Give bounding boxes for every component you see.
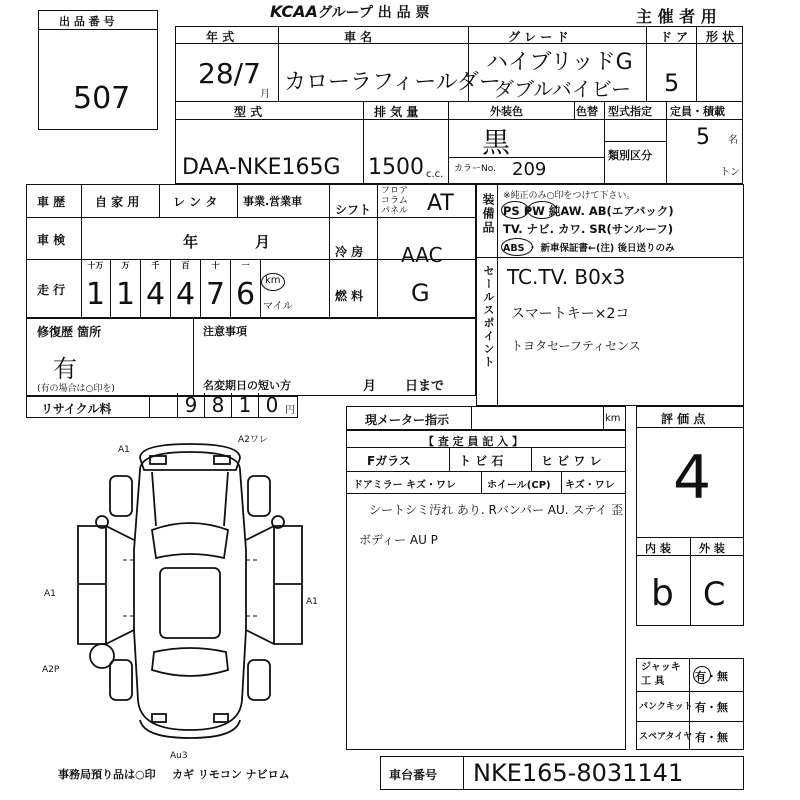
recycle-unit: 円 [285, 405, 295, 416]
recycle-digit: 8 [204, 393, 231, 417]
color-value: 黒 [482, 126, 511, 159]
exterior-color-label: 外装色 [490, 105, 523, 118]
color-no-value: 209 [512, 159, 547, 180]
fglass-label: Fガラス [367, 454, 411, 468]
mark-rear: Au3 [170, 751, 188, 761]
car-diagram [42, 430, 320, 761]
repair-block [26, 318, 476, 396]
vehicle-block [175, 26, 743, 184]
month-unit: 月 [260, 89, 270, 100]
mark-front-left: A1 [118, 445, 130, 455]
mileage-digit-cell [201, 259, 231, 317]
recycle-digit: 1 [231, 393, 258, 417]
capacity-label: 定員・積載 [670, 105, 725, 118]
mileage-digit-unit: 百 [181, 261, 190, 270]
organizer-label: 主 催 者 用 [636, 7, 717, 26]
remark-line1: シートシミ汚れ あり. Rバンパー AU. ステイ 歪 [369, 503, 624, 517]
grade-line2: ダブルバイビー [494, 77, 631, 101]
mark-left-side: A1 [44, 589, 56, 599]
abs-circle [501, 238, 533, 256]
shift-column: コラム [381, 196, 408, 206]
interior-label: 内 装 [645, 542, 671, 555]
chassis-number: NKE165-8031141 [473, 759, 684, 787]
recycle-label: リサイクル料 [41, 402, 112, 416]
evaluation-block [636, 406, 744, 626]
fuel-label: 燃 料 [335, 289, 364, 303]
history-block [26, 184, 476, 318]
mileage-digit-unit: 千 [151, 261, 160, 270]
meter-block [346, 406, 626, 430]
equipment-note: ※純正のみ○印をつけて下さい。 [503, 191, 636, 201]
fuel-value: G [411, 279, 430, 307]
equipment-label: 装備品 [481, 193, 495, 235]
mileage-digit-cell [111, 259, 141, 317]
office-items-label: 事務局預り品は○印 [58, 768, 156, 781]
office-items: カギ リモコン ナビロム [172, 768, 290, 781]
notes-label: 注意事項 [203, 325, 247, 338]
jack-label: ジャッキ工 具 [641, 662, 681, 687]
puncture-label: パンクキット [639, 702, 693, 712]
inspection-month: 月 [255, 233, 271, 251]
chassis-block [380, 756, 744, 790]
inspection-year: 年 [183, 233, 199, 251]
remark-line2: ボディー AU P [359, 533, 438, 547]
crack-label: ヒ ビ ワ レ [541, 454, 602, 468]
pw-circle [527, 201, 557, 219]
history-label: 車 歴 [37, 195, 66, 209]
deadline-month: 月 [363, 379, 377, 394]
equipment-line2: TV. ナビ. カワ. SR(サンルーフ) [503, 222, 674, 236]
equipment-line3: ABS ・ 新車保証書←(注) 後日送りのみ [503, 243, 675, 254]
body-label: 形 状 [706, 30, 735, 44]
jack-yes-circle [693, 666, 711, 684]
ps-circle [501, 201, 529, 219]
wheel-scratch-label: キズ・ワレ [565, 480, 615, 491]
evaluation-label: 評 価 点 [661, 412, 706, 426]
mileage-digit: 6 [235, 277, 256, 312]
recycle-digit: 0 [258, 393, 285, 417]
mile-label: マイル [263, 301, 293, 312]
mileage-label: 走 行 [37, 283, 66, 297]
spare-value: 有・無 [695, 731, 728, 744]
ac-label: 冷 房 [335, 245, 364, 259]
puncture-value: 有・無 [695, 701, 728, 714]
sales-point-1: TC.TV. B0x3 [507, 265, 626, 289]
type-label: 型 式 [234, 105, 263, 119]
type-designation-label: 型式指定 [608, 105, 652, 118]
mirror-label: ドアミラー キズ・ワレ [353, 480, 456, 491]
mileage-digit: 4 [145, 277, 166, 312]
chip-label: ト ビ 石 [459, 454, 504, 468]
mileage-digits [81, 259, 261, 317]
inspector-block [346, 430, 626, 750]
mileage-digit-cell [141, 259, 171, 317]
lot-number-box [38, 10, 158, 130]
sales-point-2: スマートキー×2コ [511, 306, 630, 322]
mark-front-right: A2ワレ [238, 435, 268, 445]
recycle-block [26, 393, 298, 418]
km-label: km [265, 275, 281, 286]
business-use-label: 事業.営業車 [243, 195, 303, 208]
classification-label: 類別区分 [608, 149, 652, 162]
chassis-label: 車台番号 [389, 768, 438, 782]
spare-label: スペアタイヤ [639, 732, 693, 742]
mileage-digit-unit: 一 [241, 261, 250, 270]
deadline-label: 名変期日の短い方 [203, 379, 291, 392]
meter-label: 現メーター指示 [365, 413, 450, 427]
mileage-digit: 1 [115, 277, 136, 312]
meter-unit: km [605, 413, 621, 424]
repair-note: (有の場合は○印を) [37, 384, 115, 394]
mileage-digit-unit: 十 [211, 261, 220, 270]
capacity-unit: 名 [728, 135, 738, 146]
interior-grade: b [651, 573, 674, 614]
rental-label: レ ン タ [173, 195, 218, 209]
ac-value: AAC [401, 243, 443, 267]
shift-value: AT [427, 191, 454, 216]
shift-options [381, 186, 425, 216]
exterior-grade: C [703, 575, 726, 613]
mark-left-rear: A2P [42, 665, 60, 675]
km-circle [261, 273, 285, 291]
doors-label: ド ア [660, 30, 689, 44]
grade-label: グ レ ー ド [508, 30, 569, 44]
mileage-digit-cell [171, 259, 201, 317]
tools-block [636, 658, 744, 750]
shift-panel: パネル [381, 206, 409, 216]
mileage-digit: 4 [175, 277, 196, 312]
jack-value: 有・無 [695, 670, 728, 683]
lot-number: 507 [73, 81, 131, 116]
private-use-label: 自 家 用 [95, 195, 140, 209]
color-change-label: 色替 [576, 105, 598, 118]
mark-right-side: A1 [306, 597, 318, 607]
lot-label: 出 品 番 号 [59, 15, 115, 28]
vehicle-name-value: カローラフィールダー [284, 70, 501, 95]
mileage-digit-unit: 十万 [87, 261, 104, 270]
sales-points-label: セールスポイント [482, 265, 495, 369]
type-value: DAA-NKE165G [182, 155, 341, 180]
mileage-digit-unit: 万 [121, 261, 130, 270]
wheel-label: ホイール(CP) [487, 480, 551, 491]
inspection-label: 車 検 [37, 233, 66, 247]
evaluation-score: 4 [673, 443, 712, 513]
year-value: 28/7 [198, 57, 261, 90]
brand-logo: KCAA [270, 2, 318, 21]
mileage-digit: 1 [85, 277, 106, 312]
repair-value: 有 [53, 355, 77, 383]
doors-value: 5 [664, 69, 680, 97]
recycle-digit: 9 [177, 393, 204, 417]
repair-label: 修復歴 箇所 [37, 325, 102, 339]
equipment-line1: PS PW 純AW. AB(エアバック) [503, 204, 674, 218]
equipment-block [476, 184, 744, 406]
sales-point-3: トヨタセーフティセンス [511, 339, 641, 353]
displacement-value: 1500 [368, 155, 424, 180]
displacement-label: 排 気 量 [374, 105, 419, 119]
shift-label: シフト [335, 203, 372, 217]
shift-floor: フロア [381, 186, 409, 196]
deadline-day: 日まで [405, 379, 445, 394]
capacity-value: 5 [696, 125, 710, 150]
ton-unit: トン [720, 167, 740, 178]
mileage-digit-cell [81, 259, 111, 317]
recycle-digits [177, 393, 285, 417]
mileage-digit: 7 [205, 277, 226, 312]
mileage-digit-cell [231, 259, 261, 317]
color-no-label: カラーNo. [454, 164, 496, 174]
cc-unit: c.c. [426, 169, 444, 180]
group-title: グループ 出 品 票 [318, 5, 430, 21]
exterior-label: 外 装 [699, 542, 725, 555]
name-label: 車 名 [344, 30, 373, 44]
inspector-title: 【 査 定 員 記 入 】 [423, 435, 523, 448]
grade-line1: ハイブリッドG [486, 50, 633, 75]
year-label: 年 式 [206, 30, 235, 44]
